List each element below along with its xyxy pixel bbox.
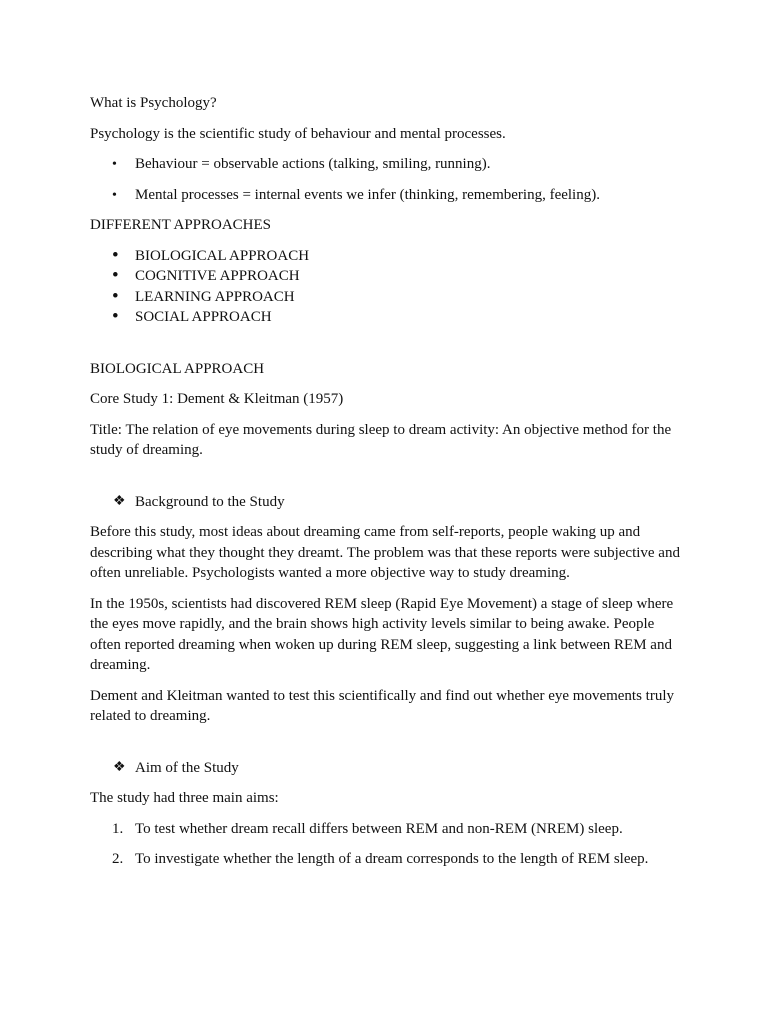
list-number: 2.	[112, 851, 124, 867]
core-study-line: Core Study 1: Dement & Kleitman (1957)	[90, 391, 344, 407]
definition-list	[90, 154, 686, 205]
background-paragraph: In the 1950s, scientists had discovered REM sleep (Rapid Eye Movement) a stage of sleep where the eyes move rapidly, and the brain shows high activity levels similar to being awake. People often reported dreaming when woken up during REM sleep, suggesting a link between REM and dreaming.	[90, 595, 674, 673]
bullet-icon	[112, 266, 128, 288]
diamond-bullet-icon: ❖	[113, 493, 126, 509]
aim-heading-list	[90, 758, 686, 779]
approaches-heading: DIFFERENT APPROACHES	[90, 217, 272, 233]
definition-text: Psychology is the scientific study of behaviour and mental processes.	[90, 125, 506, 142]
list-item: • COGNITIVE APPROACH	[90, 266, 686, 287]
list-item: • Behaviour = observable actions (talking, smiling, running).	[90, 154, 686, 175]
list-item: • LEARNING APPROACH	[90, 287, 686, 308]
bullet-icon	[112, 154, 128, 176]
bullet-icon	[112, 185, 128, 207]
section-heading: BIOLOGICAL APPROACH	[90, 360, 265, 377]
study-title: Title: The relation of eye movements during sleep to dream activity: An objective method for the study of dreaming.	[90, 421, 672, 458]
list-item: • BIOLOGICAL APPROACH	[90, 246, 686, 267]
bullet-icon	[112, 246, 128, 268]
background-heading: ❖ Background to the Study	[90, 492, 686, 513]
list-item: 2. To investigate whether the length of a dream corresponds to the length of REM sleep.	[90, 849, 686, 870]
background-paragraph: Dement and Kleitman wanted to test this scientifically and find out whether eye movements truly related to dreaming.	[90, 687, 675, 724]
intro-heading: What is Psychology?	[90, 95, 217, 111]
list-item: • SOCIAL APPROACH	[90, 307, 686, 328]
aim-list	[90, 819, 686, 870]
list-item: 1. To test whether dream recall differs between REM and non-REM (NREM) sleep.	[90, 819, 686, 840]
background-heading-list	[90, 492, 686, 513]
document-body	[90, 93, 686, 880]
approaches-list	[90, 246, 686, 328]
aim-intro: The study had three main aims:	[90, 790, 279, 806]
list-number: 1.	[112, 820, 124, 837]
diamond-bullet-icon: ❖	[113, 759, 126, 775]
background-paragraph: Before this study, most ideas about dreaming came from self-reports, people waking up and describing what they thought they dreamt. The problem was that these reports were subjective and often unreliable. Psychologists wanted a more objective way to study dreaming.	[90, 524, 680, 581]
aim-heading: ❖ Aim of the Study	[90, 758, 686, 779]
bullet-icon	[112, 307, 128, 329]
list-item: • Mental processes = internal events we infer (thinking, remembering, feeling).	[90, 185, 686, 206]
bullet-icon	[112, 287, 128, 309]
